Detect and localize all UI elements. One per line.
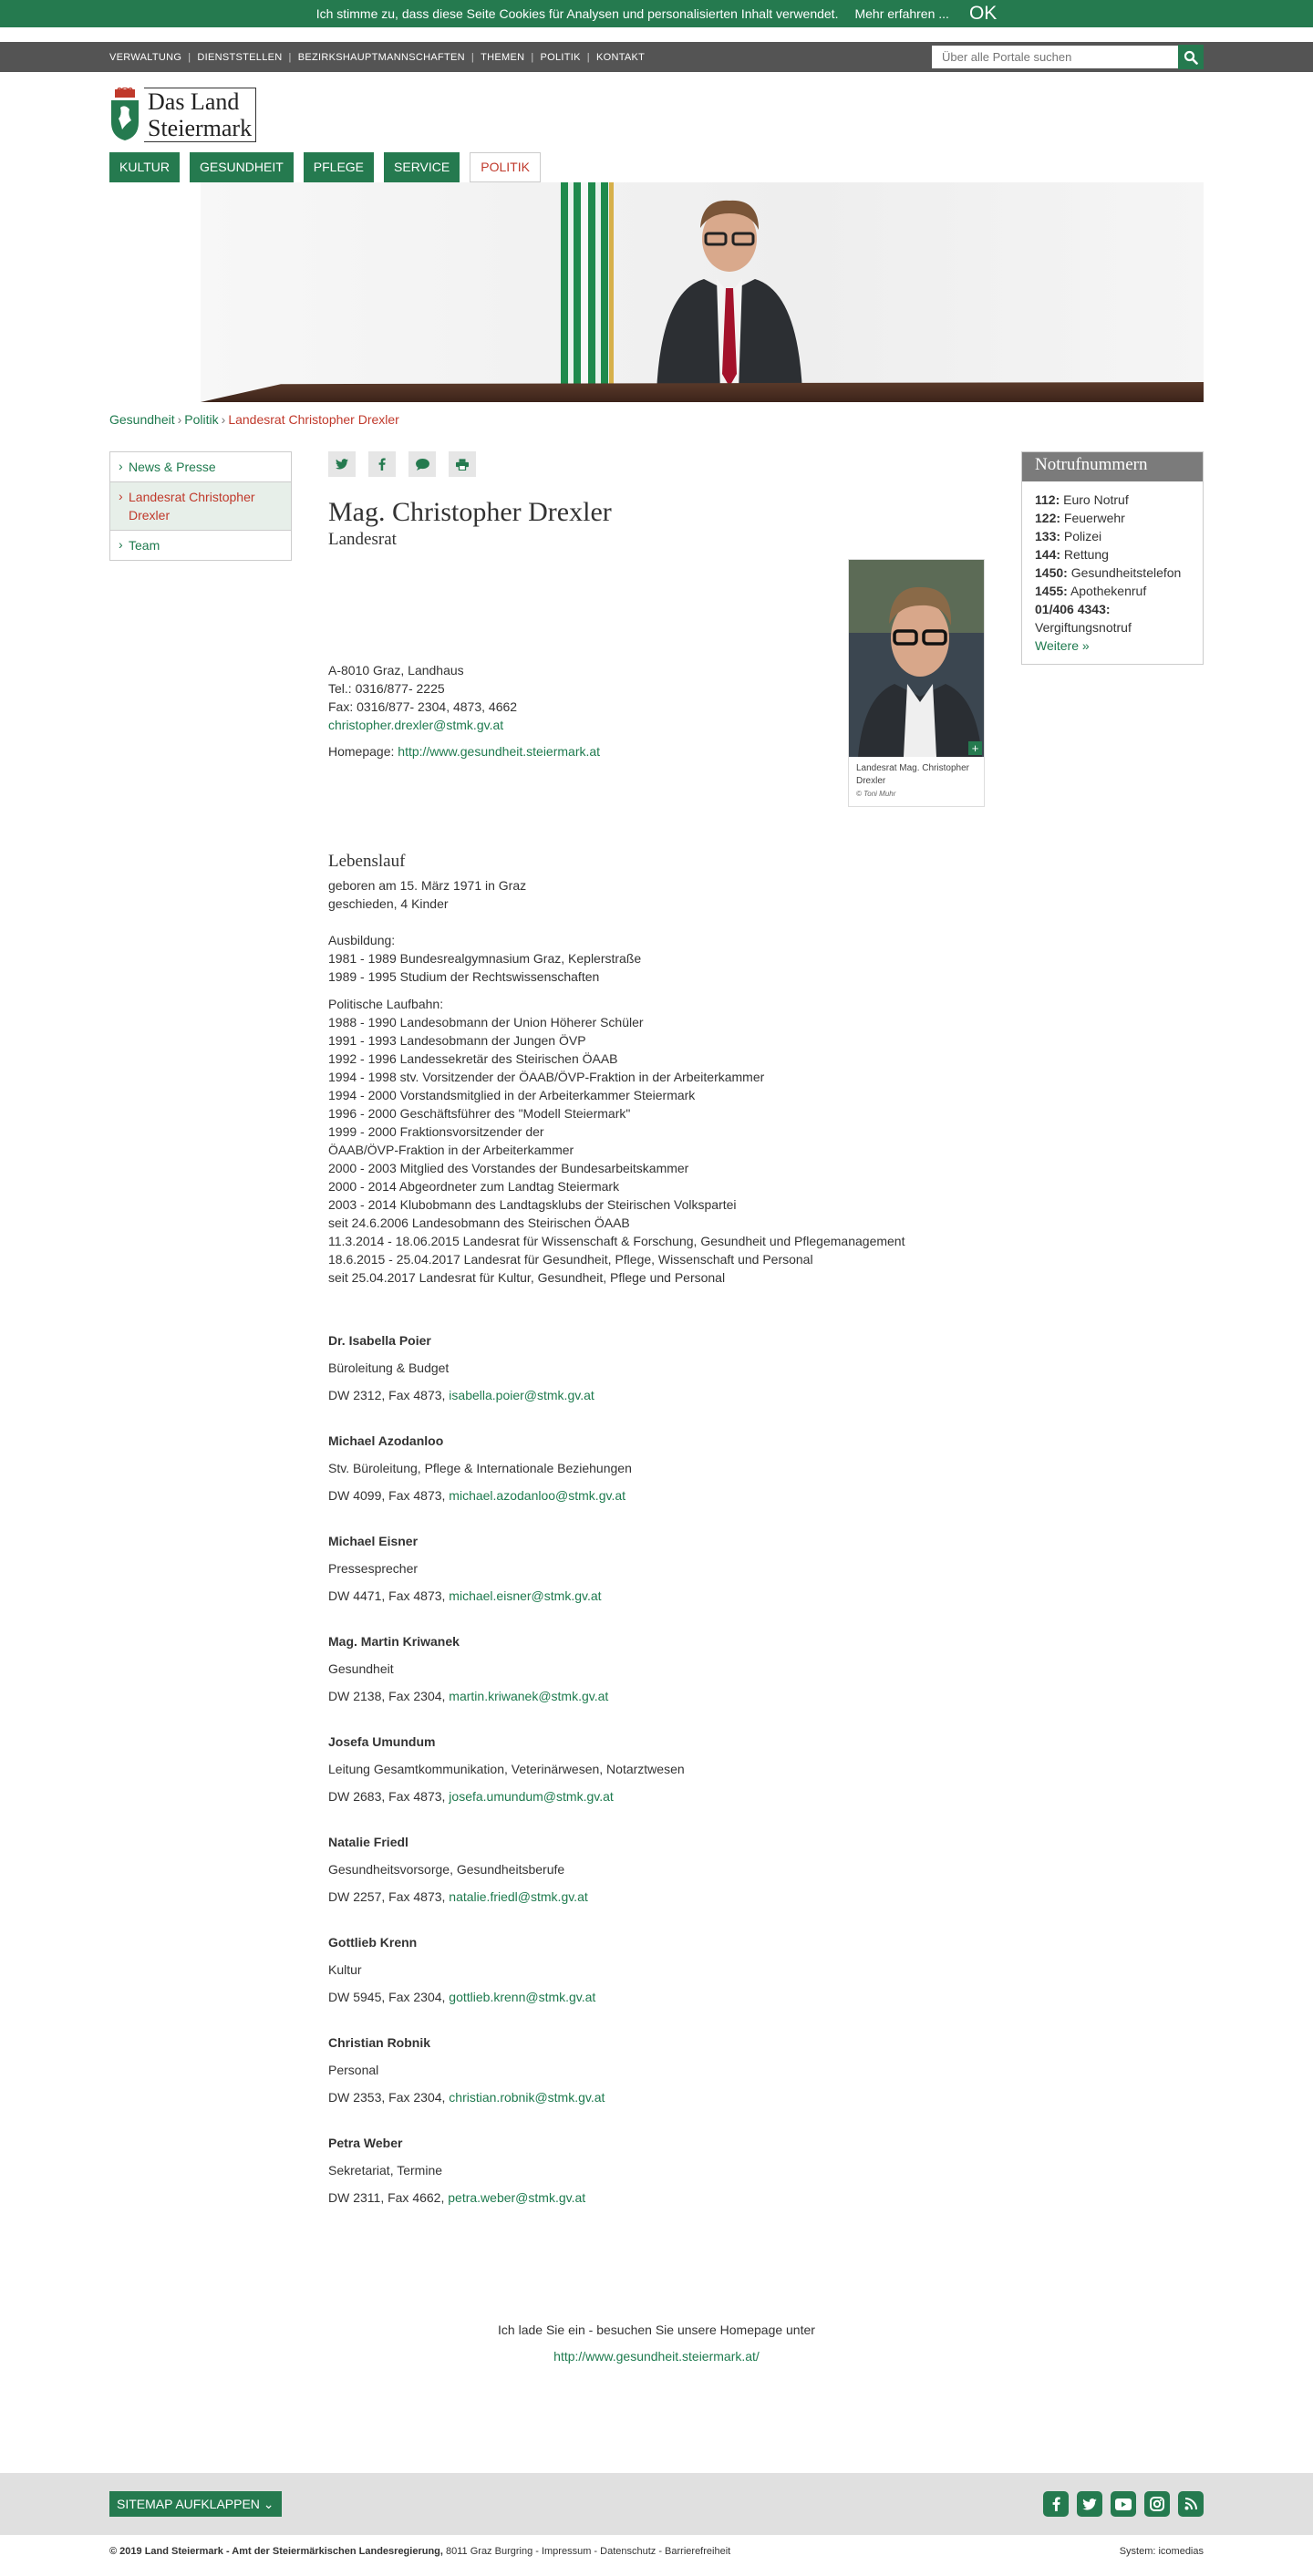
staff-role: Stv. Büroleitung, Pflege & Internationale Beziehungen — [328, 1461, 632, 1475]
social-links — [1043, 2491, 1204, 2517]
cv-career-item: 1991 - 1993 Landesobmann der Jungen ÖVP — [328, 1033, 586, 1048]
portrait-photo[interactable] — [849, 560, 984, 757]
portrait-credit: © Toni Muhr — [856, 790, 896, 798]
staff-phone: DW 2138, Fax 2304, — [328, 1689, 450, 1703]
invite-link[interactable]: http://www.gesundheit.steiermark.at/ — [553, 2349, 760, 2364]
logo-line-2: Steiermark — [148, 115, 253, 141]
rss-link[interactable] — [1178, 2491, 1204, 2517]
emergency-number: 01/406 4343: — [1035, 602, 1111, 616]
curriculum-vitae — [328, 853, 985, 1287]
tab-pflege[interactable]: PFLEGE — [304, 152, 374, 182]
cv-career-item: 1992 - 1996 Landessekretär des Steirischen ÖAAB — [328, 1051, 618, 1066]
cv-career-item: 1988 - 1990 Landesobmann der Union Höherer Schüler — [328, 1015, 644, 1029]
staff-card — [328, 2033, 985, 2134]
page-subtitle: Landesrat — [328, 530, 397, 549]
portrait-photo-figure — [849, 560, 984, 757]
facebook-link[interactable] — [1043, 2491, 1069, 2517]
hero-image — [201, 182, 1204, 402]
invite-text: Ich lade Sie ein - besuchen Sie unsere Homepage unter — [498, 2323, 815, 2337]
twitter-link[interactable] — [1077, 2491, 1102, 2517]
cv-career-item: 1994 - 2000 Vorstandsmitglied in der Arbeiterkammer Steiermark — [328, 1088, 696, 1102]
copyright-text: © 2019 Land Steiermark - Amt der Steiermärkischen Landesregierung, — [109, 2546, 443, 2557]
staff-role: Leitung Gesamtkommunikation, Veterinärwesen, Notarztwesen — [328, 1762, 685, 1776]
staff-email-link[interactable]: martin.kriwanek@stmk.gv.at — [449, 1689, 609, 1703]
portal-search — [932, 45, 1204, 69]
sidenav-landesrat[interactable]: › Landesrat Christopher Drexler — [110, 482, 291, 531]
instagram-icon — [1150, 2497, 1164, 2511]
staff-email-link[interactable]: natalie.friedl@stmk.gv.at — [449, 1889, 588, 1904]
staff-phone: DW 2311, Fax 4662, — [328, 2190, 449, 2205]
staff-card — [328, 1432, 985, 1532]
sitemap-toggle-button[interactable] — [109, 2491, 282, 2517]
printer-icon — [456, 459, 469, 471]
chevron-down-icon: ⌄ — [263, 2497, 274, 2511]
print-button[interactable] — [449, 451, 476, 477]
staff-card — [328, 1833, 985, 1933]
search-input[interactable] — [932, 46, 1178, 68]
cv-career-heading: Politische Laufbahn: — [328, 997, 444, 1011]
emergency-number: 122: — [1035, 511, 1061, 525]
emergency-number: 1455: — [1035, 584, 1068, 598]
cv-career-item: 2003 - 2014 Klubobmann des Landtagsklubs der Steirischen Volkspartei — [328, 1197, 737, 1212]
logo-wordmark — [144, 88, 256, 142]
top-nav: VERWALTUNG | DIENSTSTELLEN | BEZIRKSHAUPTMANNSCHAFTEN | THEMEN | POLITIK | KONTAKT — [109, 51, 646, 63]
topnav-verwaltung[interactable]: VERWALTUNG — [109, 51, 182, 63]
staff-role: Sekretariat, Termine — [328, 2163, 443, 2178]
staff-email-link[interactable]: christian.robnik@stmk.gv.at — [449, 2090, 605, 2105]
staff-name: Petra Weber — [328, 2136, 403, 2150]
staff-phone: DW 2312, Fax 4873, — [328, 1388, 450, 1402]
facebook-share-button[interactable] — [368, 451, 396, 477]
topnav-themen[interactable]: THEMEN — [481, 51, 525, 63]
email-link[interactable]: christopher.drexler@stmk.gv.at — [328, 718, 504, 732]
twitter-icon — [1082, 2498, 1097, 2510]
staff-card — [328, 1733, 985, 1833]
staff-phone: DW 5945, Fax 2304, — [328, 1990, 450, 2004]
cookie-text: Ich stimme zu, dass diese Seite Cookies für Analysen und personalisierten Inhalt verwendet. — [315, 6, 839, 21]
staff-name: Michael Eisner — [328, 1534, 419, 1548]
cv-heading: Lebenslauf — [328, 852, 406, 871]
emergency-number: 144: — [1035, 547, 1061, 562]
logo-line-1: Das Land — [148, 88, 240, 115]
cv-career-item: seit 25.04.2017 Landesrat für Kultur, Gesundheit, Pflege und Personal — [328, 1270, 726, 1285]
emergency-label: Polizei — [1063, 529, 1102, 543]
cv-education-item: 1989 - 1995 Studium der Rechtswissenschaften — [328, 969, 600, 984]
cookie-banner — [0, 0, 1313, 27]
emergency-label: Rettung — [1063, 547, 1109, 562]
youtube-link[interactable] — [1111, 2491, 1136, 2517]
emergency-number: 1450: — [1035, 565, 1068, 580]
cv-career-item: 2000 - 2003 Mitglied des Vorstandes der Bundesarbeitskammer — [328, 1161, 689, 1175]
footer-legal-links[interactable]: 8011 Graz Burgring - Impressum - Datenschutz - Barrierefreiheit — [442, 2546, 731, 2557]
emergency-label: Apothekenruf — [1070, 584, 1147, 598]
cv-career-item: 1996 - 2000 Geschäftsführer des "Modell Steiermark" — [328, 1106, 631, 1121]
telephone: Tel.: 0316/877- 2225 — [328, 681, 445, 696]
staff-card — [328, 1532, 985, 1632]
homepage-invitation — [109, 2321, 1204, 2365]
breadcrumb: Gesundheit › Politik › Landesrat Christopher Drexler — [109, 412, 399, 427]
staff-name: Josefa Umundum — [328, 1734, 436, 1749]
tab-gesundheit[interactable]: GESUNDHEIT — [190, 152, 294, 182]
emergency-label: Euro Notruf — [1063, 492, 1129, 507]
cv-career-item: 2000 - 2014 Abgeordneter zum Landtag Steiermark — [328, 1179, 620, 1194]
share-toolbar — [328, 451, 985, 479]
breadcrumb-politik[interactable]: Politik — [184, 412, 219, 427]
staff-email-link[interactable]: josefa.umundum@stmk.gv.at — [449, 1789, 614, 1804]
facebook-icon — [1052, 2497, 1060, 2511]
emergency-label: Gesundheitstelefon — [1070, 565, 1182, 580]
sitemap-label: SITEMAP AUFKLAPPEN — [117, 2497, 260, 2511]
staff-name: Mag. Martin Kriwanek — [328, 1634, 460, 1649]
tab-service[interactable]: SERVICE — [384, 152, 460, 182]
instagram-link[interactable] — [1144, 2491, 1170, 2517]
staff-name: Gottlieb Krenn — [328, 1935, 418, 1950]
site-logo[interactable] — [109, 88, 1204, 142]
facebook-icon — [378, 458, 386, 471]
side-navigation — [109, 451, 292, 561]
emergency-more-link[interactable]: Weitere » — [1035, 638, 1090, 653]
cv-career-item: 1999 - 2000 Fraktionsvorsitzender der — [328, 1124, 544, 1139]
cookie-more-link[interactable]: Mehr erfahren ... — [854, 6, 949, 21]
staff-phone: DW 4099, Fax 4873, — [328, 1488, 450, 1503]
sidenav-team[interactable]: › Team — [110, 531, 291, 560]
article — [328, 451, 985, 2205]
homepage-link[interactable]: http://www.gesundheit.steiermark.at — [398, 744, 601, 759]
staff-name: Christian Robnik — [328, 2035, 431, 2050]
topnav-kontakt[interactable]: KONTAKT — [595, 51, 646, 63]
coat-of-arms-icon — [109, 88, 140, 142]
topnav-dienststellen[interactable]: DIENSTSTELLEN — [197, 51, 283, 63]
cv-career-item: 18.6.2015 - 25.04.2017 Landesrat für Gesundheit, Pflege, Wissenschaft und Personal — [328, 1252, 813, 1267]
staff-role: Gesundheit — [328, 1661, 394, 1676]
staff-list — [328, 1331, 985, 2234]
emergency-number: 133: — [1035, 529, 1061, 543]
emergency-number: 112: — [1035, 492, 1060, 507]
cv-education-heading: Ausbildung: — [328, 933, 396, 947]
staff-card — [328, 1933, 985, 2033]
portrait-card — [848, 559, 985, 807]
staff-card — [328, 1331, 985, 1432]
staff-phone: DW 2683, Fax 4873, — [328, 1789, 450, 1804]
topnav-politik[interactable]: POLITIK — [540, 51, 581, 63]
breadcrumb-gesundheit[interactable]: Gesundheit — [109, 412, 175, 427]
twitter-share-button[interactable] — [328, 451, 356, 477]
top-navigation-bar — [0, 42, 1313, 72]
staff-role: Kultur — [328, 1962, 362, 1977]
tab-kultur[interactable]: KULTUR — [109, 152, 180, 182]
staff-email-link[interactable]: michael.eisner@stmk.gv.at — [449, 1588, 602, 1603]
staff-email-link[interactable]: michael.azodanloo@stmk.gv.at — [449, 1488, 626, 1503]
youtube-icon — [1115, 2498, 1132, 2510]
staff-phone: DW 4471, Fax 4873, — [328, 1588, 450, 1603]
comment-share-button[interactable] — [408, 451, 436, 477]
cookie-ok-button[interactable]: OK — [968, 3, 998, 24]
rss-icon — [1184, 2498, 1197, 2510]
emergency-heading: Notrufnummern — [1022, 452, 1203, 481]
page-title: Mag. Christopher Drexler — [328, 497, 612, 527]
staff-name: Natalie Friedl — [328, 1835, 408, 1849]
main-content-area — [109, 451, 1204, 2364]
cv-career-item: ÖAAB/ÖVP-Fraktion in der Arbeiterkammer — [328, 1143, 574, 1157]
portrait-caption: Landesrat Mag. Christopher Drexler — [856, 763, 969, 786]
staff-phone: DW 2353, Fax 2304, — [328, 2090, 450, 2105]
search-icon — [1184, 50, 1198, 65]
staff-email-link[interactable]: petra.weber@stmk.gv.at — [448, 2190, 586, 2205]
cv-personal-2: geschieden, 4 Kinder — [328, 896, 449, 911]
cv-career-item: seit 24.6.2006 Landesobmann des Steirischen ÖAAB — [328, 1216, 630, 1230]
staff-name: Dr. Isabella Poier — [328, 1333, 431, 1348]
contact-info — [328, 661, 600, 760]
staff-name: Michael Azodanloo — [328, 1433, 444, 1448]
homepage-label: Homepage: — [328, 744, 395, 759]
system-credit: System: icomedias — [1119, 2546, 1204, 2557]
portrait-figure — [638, 191, 821, 392]
cv-career-item: 11.3.2014 - 18.06.2015 Landesrat für Wissenschaft & Forschung, Gesundheit und Pflegemanagement — [328, 1234, 905, 1248]
address: A-8010 Graz, Landhaus — [328, 663, 464, 678]
footer-bottom-bar — [0, 2535, 1313, 2576]
fax: Fax: 0316/877- 2304, 4873, 4662 — [328, 699, 518, 714]
staff-role: Pressesprecher — [328, 1561, 419, 1576]
speech-bubble-icon — [416, 459, 429, 471]
staff-email-link[interactable]: gottlieb.krenn@stmk.gv.at — [449, 1990, 596, 2004]
cv-personal-1: geboren am 15. März 1971 in Graz — [328, 878, 527, 893]
search-button[interactable] — [1178, 45, 1204, 69]
category-tabs — [109, 152, 1204, 182]
twitter-icon — [336, 459, 348, 470]
sidenav-news-presse[interactable]: › News & Presse — [110, 452, 291, 482]
emergency-label: Vergiftungsnotruf — [1035, 620, 1132, 635]
breadcrumb-current: Landesrat Christopher Drexler — [228, 412, 399, 427]
cv-career-item: 1994 - 1998 stv. Vorsitzender der ÖAAB/ÖVP-Fraktion in der Arbeiterkammer — [328, 1070, 765, 1084]
staff-role: Personal — [328, 2063, 379, 2077]
footer — [0, 2473, 1313, 2535]
staff-phone: DW 2257, Fax 4873, — [328, 1889, 450, 1904]
staff-role: Büroleitung & Budget — [328, 1360, 450, 1375]
staff-role: Gesundheitsvorsorge, Gesundheitsberufe — [328, 1862, 565, 1877]
staff-email-link[interactable]: isabella.poier@stmk.gv.at — [449, 1388, 594, 1402]
tab-politik[interactable]: POLITIK — [470, 152, 541, 182]
emergency-numbers-box — [1021, 451, 1204, 665]
enlarge-plus-icon[interactable]: + — [968, 741, 982, 755]
staff-card — [328, 2134, 985, 2234]
styrian-flag — [561, 182, 608, 388]
emergency-label: Feuerwehr — [1063, 511, 1125, 525]
topnav-bezirkshauptmannschaften[interactable]: BEZIRKSHAUPTMANNSCHAFTEN — [297, 51, 465, 63]
cv-education-item: 1981 - 1989 Bundesrealgymnasium Graz, Keplerstraße — [328, 951, 642, 966]
staff-card — [328, 1632, 985, 1733]
